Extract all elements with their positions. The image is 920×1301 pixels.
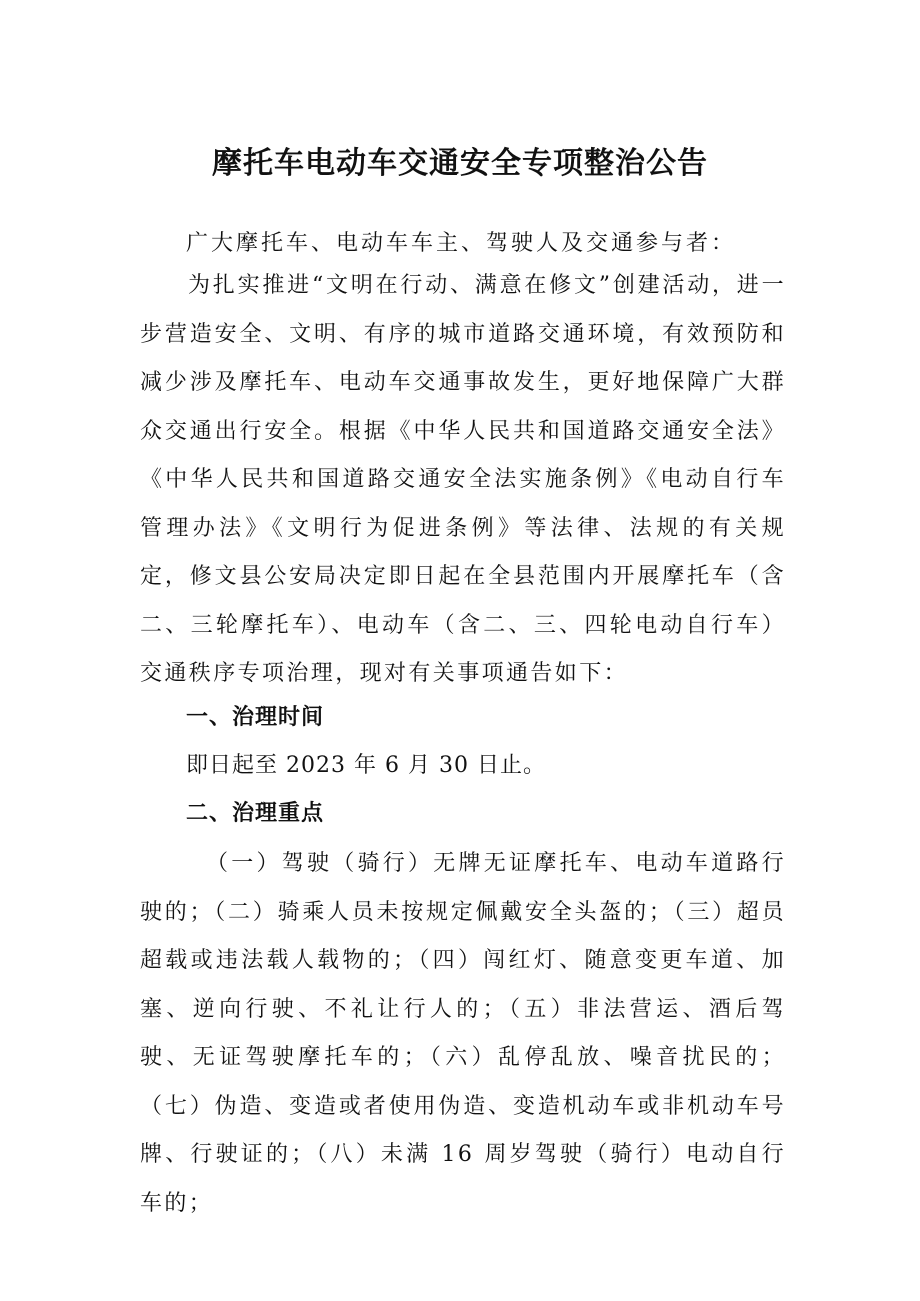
section-heading-focus: 二、治理重点 bbox=[186, 801, 325, 826]
section-text-focus: （一）驾驶（骑行）无牌无证摩托车、电动车道路行驶的；（二）骑乘人员未按规定佩戴安全头盔的；（三）超员超载或违法载人载物的；（四）闯红灯、随意变更车道、加塞、逆向行驶、不礼让行人的；（五）非法营运、酒后驾驶、无证驾驶摩托车的；（六）乱停乱放、噪音扰民的；（七）伪造、变造或者使用伪造、变造机动车或非机动车号牌、行驶证的；（八）未满 16 周岁驾驶（骑行）电动自行车的； bbox=[140, 851, 786, 1216]
document-title: 摩托车电动车交通安全专项整治公告 bbox=[212, 146, 708, 181]
section-text-period: 即日起至 2023 年 6 月 30 日止。 bbox=[186, 753, 546, 778]
salutation: 广大摩托车、电动车车主、驾驶人及交通参与者： bbox=[186, 231, 737, 256]
intro-paragraph: 为扎实推进“文明在行动、满意在修文”创建活动，进一步营造安全、文明、有序的城市道路交通环境，有效预防和减少涉及摩托车、电动车交通事故发生，更好地保障广大群众交通出行安全。根据《中华人民共和国道路交通安全法》《中华人民共和国道路交通安全法实施条例》《电动自行车管理办法》《文明行为促进条例》等法律、法规的有关规定，修文县公安局决定即日起在全县范围内开展摩托车（含二、三轮摩托车）、电动车（含二、三、四轮电动自行车）交通秩序专项治理，现对有关事项通告如下： bbox=[140, 273, 786, 686]
section-heading-period: 一、治理时间 bbox=[186, 705, 325, 730]
